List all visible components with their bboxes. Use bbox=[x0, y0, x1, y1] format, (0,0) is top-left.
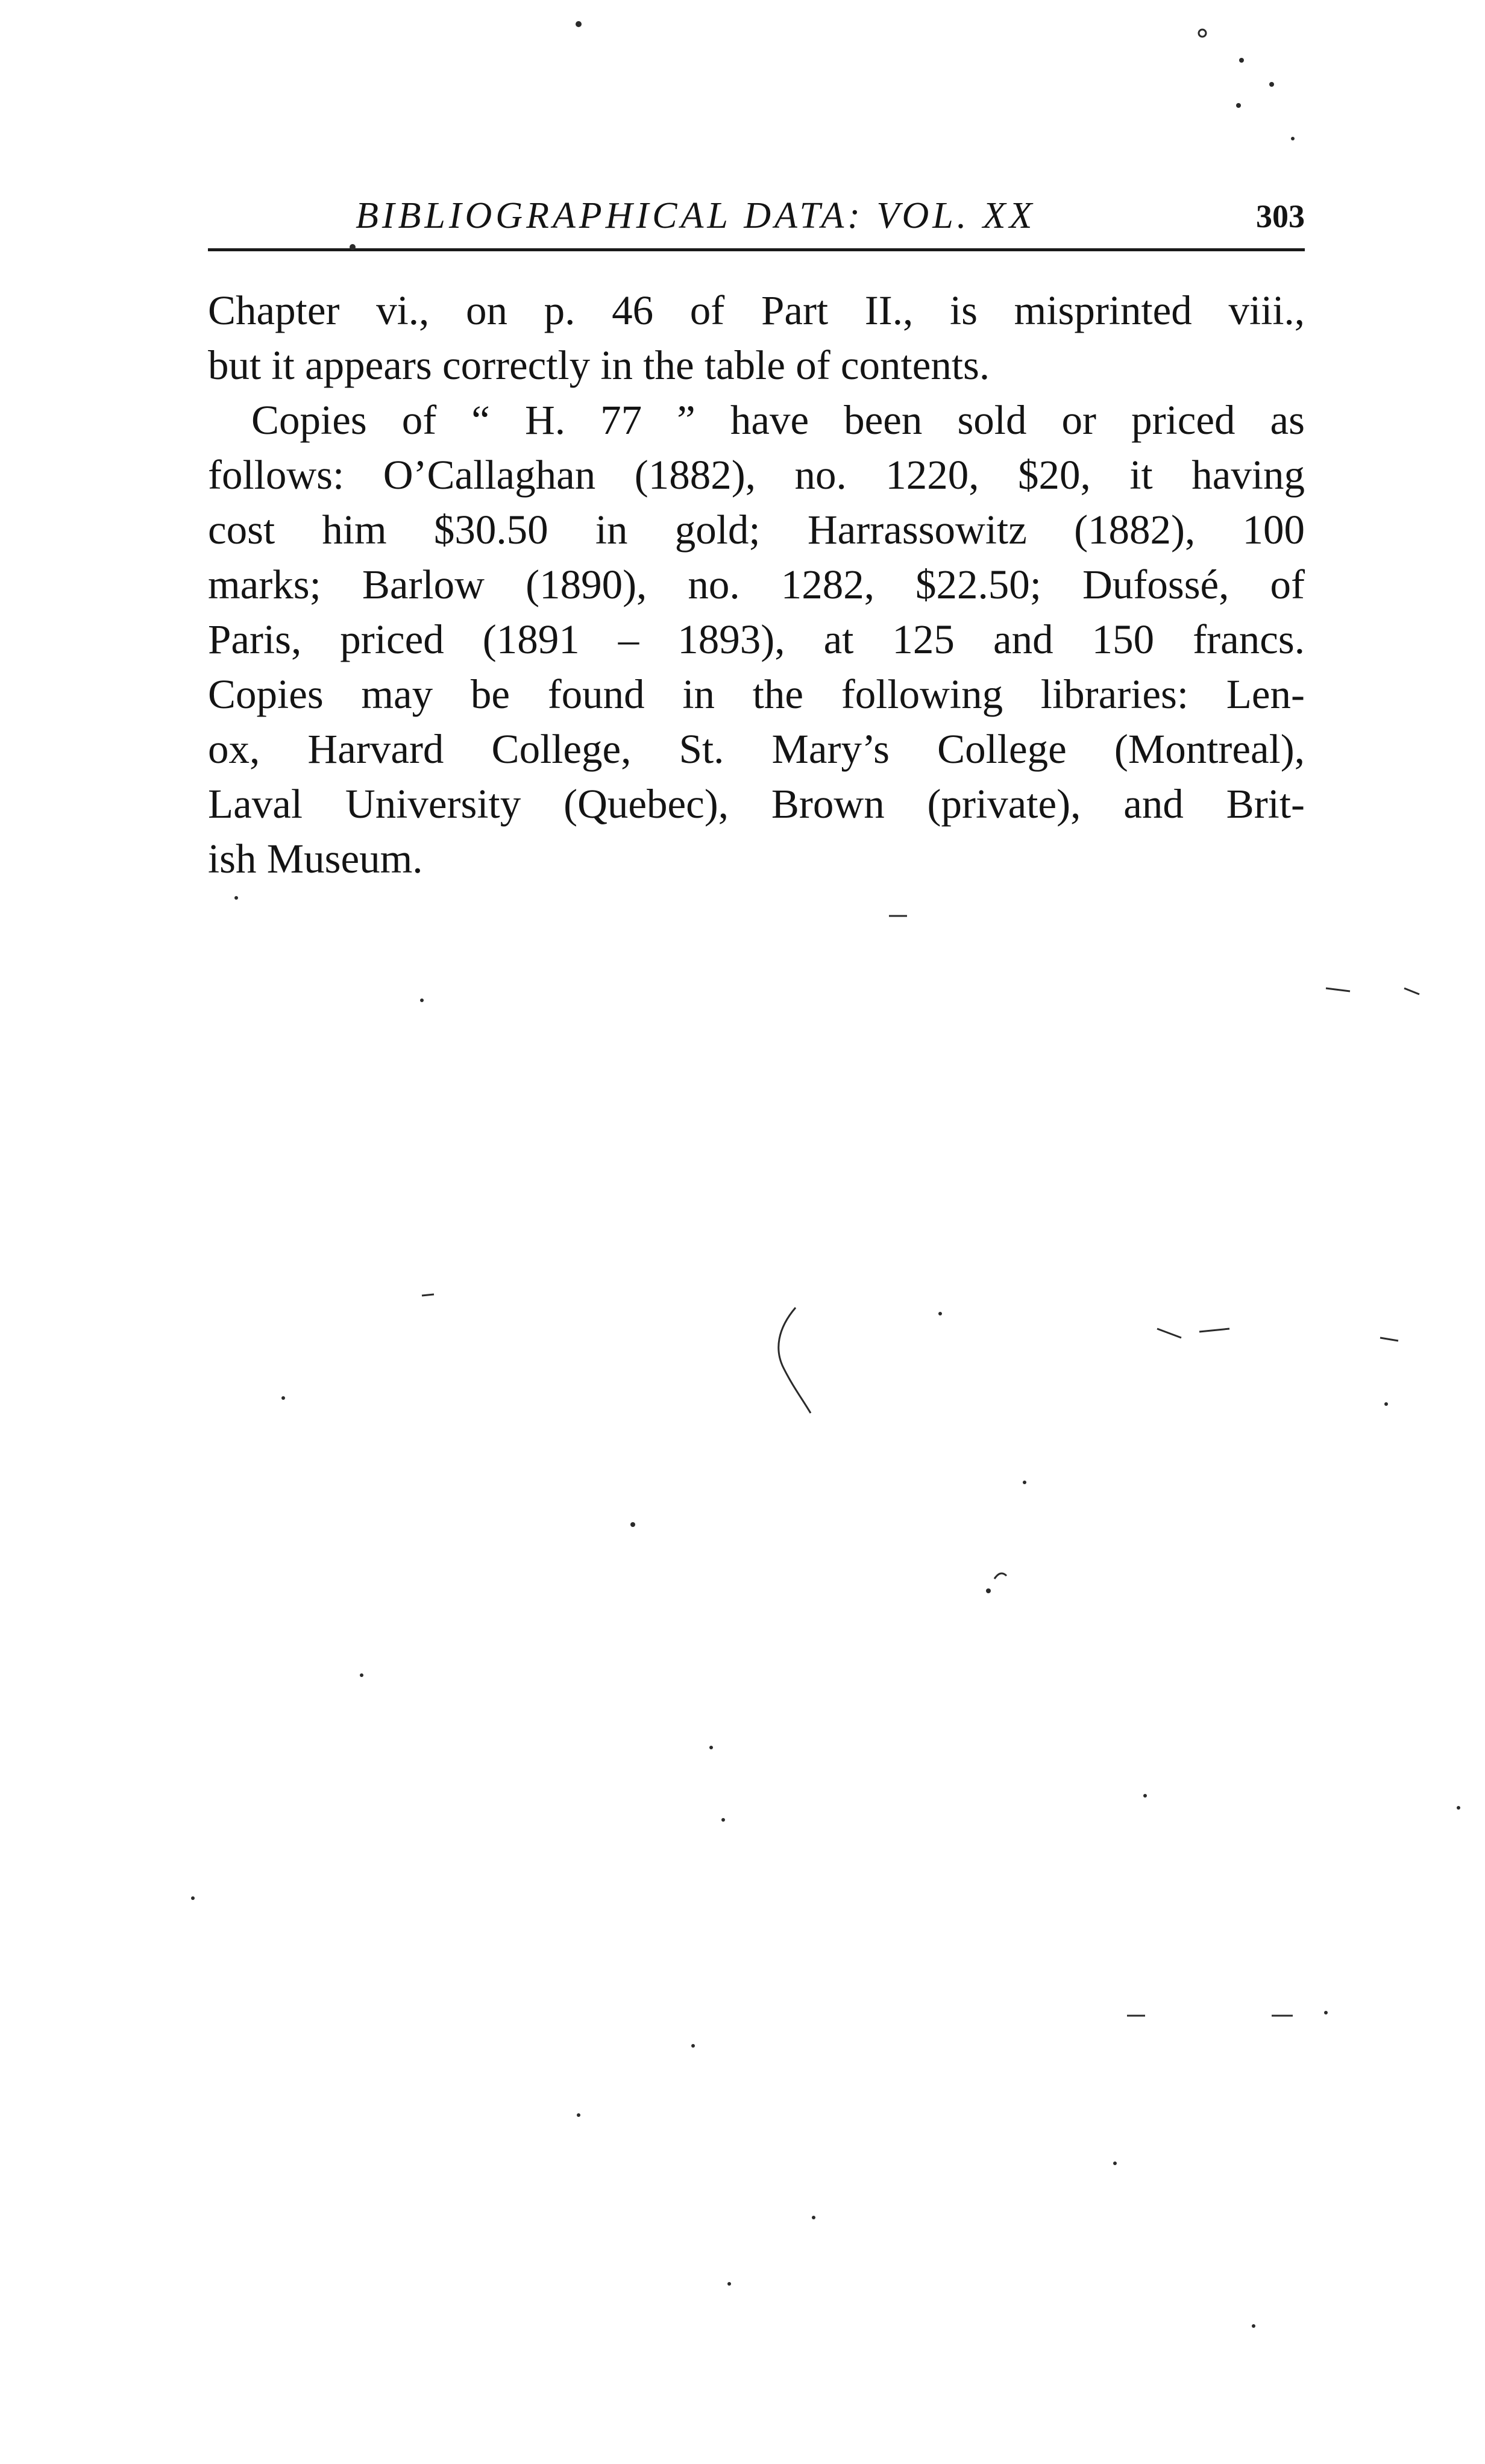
text-line: follows: O’Callaghan (1882), no. 1220, $20, it having bbox=[208, 452, 1305, 498]
text-line: but it appears correctly in the table of contents. bbox=[208, 342, 990, 388]
running-head bbox=[208, 192, 1305, 240]
text-line: Laval University (Quebec), Brown (private), and Brit- bbox=[208, 781, 1305, 827]
text-line: Copies may be found in the following libraries: Len- bbox=[208, 671, 1305, 717]
paragraph-1 bbox=[208, 283, 1305, 393]
text-line: Chapter vi., on p. 46 of Part II., is misprinted viii., bbox=[208, 287, 1305, 333]
page-number: 303 bbox=[1256, 198, 1305, 234]
running-title: BIBLIOGRAPHICAL DATA: VOL. XX bbox=[356, 195, 1036, 236]
header-rule bbox=[208, 248, 1305, 251]
text-line: ish Museum. bbox=[208, 836, 423, 882]
page-body bbox=[208, 283, 1305, 886]
text-line: Paris, priced (1891 – 1893), at 125 and 150 francs. bbox=[208, 616, 1305, 662]
text-line: Copies of “ H. 77 ” have been sold or priced as bbox=[251, 397, 1305, 443]
paragraph-2 bbox=[208, 393, 1305, 886]
text-line: cost him $30.50 in gold; Harrassowitz (1882), 100 bbox=[208, 507, 1305, 553]
text-line: marks; Barlow (1890), no. 1282, $22.50; Dufossé, of bbox=[208, 562, 1305, 607]
text-line: ox, Harvard College, St. Mary’s College (Montreal), bbox=[208, 726, 1305, 772]
